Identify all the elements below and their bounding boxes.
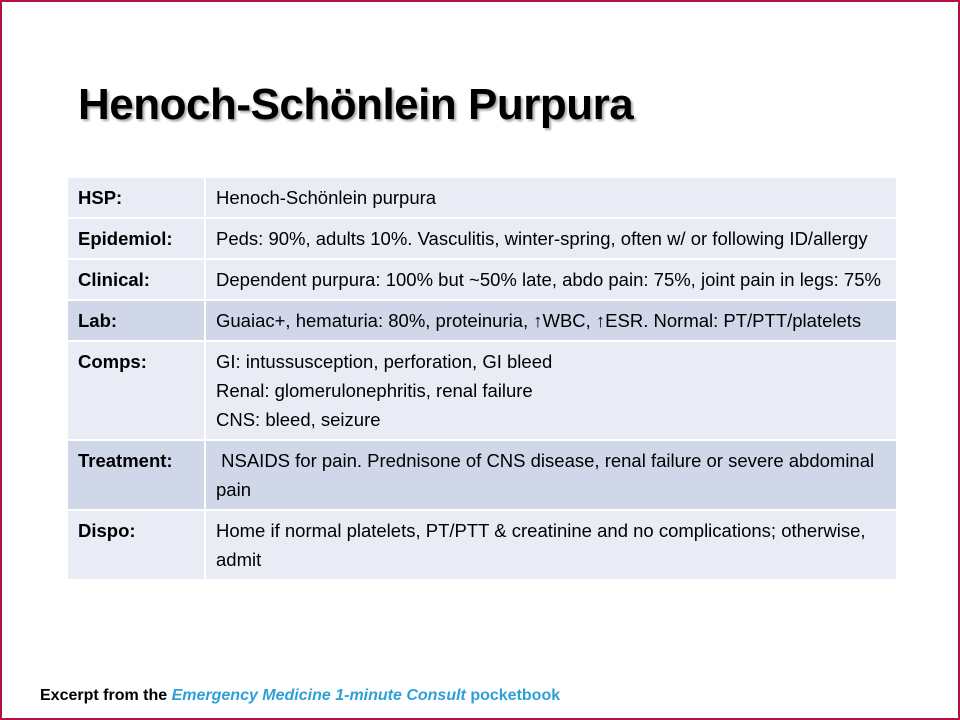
row-label: Dispo: bbox=[68, 511, 206, 581]
row-value bbox=[206, 342, 896, 441]
row-value-line: CNS: bleed, seizure bbox=[216, 409, 381, 430]
citation-source-title: Emergency Medicine 1-minute Consult bbox=[171, 687, 466, 704]
page-title: Henoch-Schönlein Purpura bbox=[78, 80, 634, 129]
row-value-line: Peds: 90%, adults 10%. Vasculitis, winter-spring, often w/ or following ID/allergy bbox=[216, 228, 868, 249]
row-value bbox=[206, 511, 896, 581]
table-row bbox=[68, 441, 896, 511]
table-row bbox=[68, 342, 896, 441]
row-label: Epidemiol: bbox=[68, 219, 206, 260]
row-value-line: Dependent purpura: 100% but ~50% late, abdo pain: 75%, joint pain in legs: 75% bbox=[216, 269, 881, 290]
row-value-line: GI: intussusception, perforation, GI bleed bbox=[216, 351, 553, 372]
row-value bbox=[206, 260, 896, 301]
citation-suffix: pocketbook bbox=[465, 687, 561, 704]
row-label: Comps: bbox=[68, 342, 206, 441]
row-label: Clinical: bbox=[68, 260, 206, 301]
row-label: Treatment: bbox=[68, 441, 206, 511]
row-value bbox=[206, 441, 896, 511]
row-value bbox=[206, 178, 896, 219]
citation-prefix: Excerpt from the bbox=[40, 687, 172, 704]
row-label: HSP: bbox=[68, 178, 206, 219]
hsp-summary-table bbox=[68, 178, 896, 581]
row-value-line: Guaiac+, hematuria: 80%, proteinuria, ↑WBC, ↑ESR. Normal: PT/PTT/platelets bbox=[216, 310, 862, 331]
row-value bbox=[206, 301, 896, 342]
table-row bbox=[68, 178, 896, 219]
row-label: Lab: bbox=[68, 301, 206, 342]
table-row bbox=[68, 219, 896, 260]
table-row bbox=[68, 260, 896, 301]
source-citation bbox=[40, 687, 560, 705]
table-row bbox=[68, 511, 896, 581]
row-value-line: Home if normal platelets, PT/PTT & creatinine and no complications; otherwise, admit bbox=[216, 520, 866, 570]
row-value-line: Renal: glomerulonephritis, renal failure bbox=[216, 380, 533, 401]
table-row bbox=[68, 301, 896, 342]
row-value-line: Henoch-Schönlein purpura bbox=[216, 187, 437, 208]
row-value bbox=[206, 219, 896, 260]
row-value-line: NSAIDS for pain. Prednisone of CNS disease, renal failure or severe abdominal pain bbox=[216, 450, 880, 500]
